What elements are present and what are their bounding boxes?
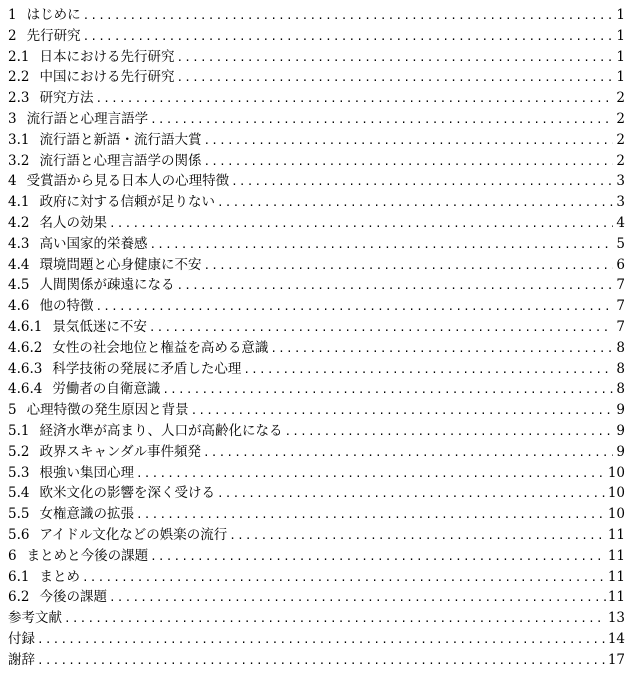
toc-entry-number: 5.2 (8, 443, 30, 460)
toc-entry-number: 4.3 (8, 235, 30, 252)
toc-entry-number: 4.2 (8, 214, 30, 231)
toc-entry-number: 4.4 (8, 256, 30, 273)
toc-dot-leader (82, 568, 606, 589)
toc-dot-leader (284, 422, 613, 443)
toc-dot-leader (149, 318, 613, 339)
toc-entry-number: 2.2 (8, 69, 30, 86)
toc-entry-page: 6 (616, 256, 625, 273)
toc-entry-page: 2 (616, 152, 625, 169)
toc-entry-number: 5.1 (8, 422, 30, 439)
toc-dot-leader (37, 651, 606, 672)
toc-dot-leader (136, 505, 606, 526)
toc-entry-page: 11 (607, 589, 625, 606)
toc-entry-page: 2 (616, 131, 625, 148)
toc-dot-leader (229, 526, 606, 547)
toc-dot-leader (217, 484, 606, 505)
toc-entry-title: 謝辞 (8, 651, 35, 668)
toc-dot-leader (64, 609, 606, 630)
toc-entry-title: 女性の社会地位と権益を高める意識 (52, 339, 269, 356)
toc-entry-title: 景気低迷に不安 (52, 318, 147, 335)
toc-entry-title: 名人の効果 (39, 214, 107, 231)
toc-entry[interactable] (8, 359, 625, 380)
toc-entry[interactable] (8, 67, 625, 88)
toc-entry-page: 8 (616, 360, 625, 377)
toc-entry-title: 環境問題と心身健康に不安 (39, 256, 202, 273)
toc-entry-number: 4.6.1 (8, 318, 43, 335)
toc-dot-leader (217, 193, 613, 214)
toc-entry-page: 10 (607, 464, 625, 481)
toc-entry[interactable] (8, 192, 625, 213)
toc-entry[interactable] (8, 525, 625, 546)
toc-entry[interactable] (8, 275, 625, 296)
toc-dot-leader (136, 464, 606, 485)
toc-entry-title: 流行語と新語・流行語大賞 (39, 131, 202, 148)
toc-entry[interactable] (8, 400, 625, 421)
toc-entry-number: 5 (8, 402, 17, 419)
toc-dot-leader (176, 68, 613, 89)
toc-entry-page: 9 (616, 422, 625, 439)
toc-dot-leader (203, 256, 613, 277)
toc-dot-leader (95, 89, 613, 110)
toc-dot-leader (149, 235, 613, 256)
toc-entry-page: 7 (616, 318, 625, 335)
toc-dot-leader (109, 588, 606, 609)
toc-entry-number: 3 (8, 110, 17, 127)
table-of-contents (8, 5, 625, 671)
toc-entry-number: 4.5 (8, 277, 30, 294)
toc-entry[interactable] (8, 234, 625, 255)
toc-entry[interactable] (8, 47, 625, 68)
toc-entry[interactable] (8, 650, 625, 671)
toc-entry-page: 10 (607, 506, 625, 523)
toc-entry[interactable] (8, 629, 625, 650)
toc-entry-title: 労働者の自衛意識 (52, 381, 161, 398)
toc-entry-page: 5 (616, 235, 625, 252)
toc-entry-title: まとめ (39, 568, 80, 585)
toc-dot-leader (270, 339, 613, 360)
toc-entry-number: 3.1 (8, 131, 30, 148)
toc-entry-title: 流行語と心理言語学の関係 (39, 152, 202, 169)
toc-entry-title: はじめに (26, 7, 81, 23)
toc-entry-title: 日本における先行研究 (39, 48, 175, 65)
toc-entry-title: 付録 (8, 630, 35, 647)
toc-entry-number: 2 (8, 27, 17, 44)
toc-entry-number: 4.6 (8, 298, 30, 315)
toc-dot-leader (231, 172, 613, 193)
toc-entry-page: 11 (607, 568, 625, 585)
toc-entry-page: 2 (616, 110, 625, 127)
toc-entry-page: 1 (616, 69, 625, 86)
toc-entry-number: 4.6.2 (8, 339, 43, 356)
toc-entry[interactable] (8, 88, 625, 109)
toc-entry-title: 中国における先行研究 (39, 69, 175, 86)
toc-entry[interactable] (8, 255, 625, 276)
toc-entry-number: 4.6.4 (8, 381, 43, 398)
toc-entry-page: 10 (607, 485, 625, 502)
toc-entry-page: 7 (616, 298, 625, 315)
toc-entry[interactable] (8, 317, 625, 338)
toc-entry[interactable] (8, 151, 625, 172)
toc-entry[interactable] (8, 546, 625, 567)
toc-entry-page: 3 (616, 173, 625, 190)
toc-entry-number: 5.3 (8, 464, 30, 481)
toc-entry[interactable] (8, 379, 625, 400)
toc-entry-page: 3 (616, 194, 625, 211)
toc-entry-page: 11 (607, 547, 625, 564)
toc-entry[interactable] (8, 463, 625, 484)
toc-entry-page: 9 (616, 402, 625, 419)
toc-entry-title: 先行研究 (26, 27, 81, 44)
toc-entry-title: 女権意識の拡張 (39, 506, 134, 523)
toc-entry[interactable] (8, 608, 625, 629)
toc-entry-page: 8 (616, 381, 625, 398)
toc-entry[interactable] (8, 567, 625, 588)
toc-entry-title: 研究方法 (39, 90, 94, 107)
toc-entry-page: 13 (607, 610, 625, 627)
toc-entry[interactable] (8, 296, 625, 317)
toc-entry-number: 6.1 (8, 568, 30, 585)
toc-dot-leader (203, 131, 613, 152)
toc-entry-number: 4.1 (8, 194, 30, 211)
toc-entry-page: 14 (607, 630, 625, 647)
toc-dot-leader (37, 630, 606, 651)
toc-dot-leader (95, 297, 613, 318)
toc-entry-number: 2.1 (8, 48, 30, 65)
toc-entry-number: 4.6.3 (8, 360, 43, 377)
toc-entry[interactable] (8, 130, 625, 151)
toc-entry-number: 5.4 (8, 485, 30, 502)
toc-dot-leader (203, 152, 613, 173)
toc-entry-title: 科学技術の発展に矛盾した心理 (52, 360, 242, 377)
toc-entry-title: 流行語と心理言語学 (26, 110, 149, 127)
toc-entry[interactable] (8, 213, 625, 234)
toc-entry-title: 根強い集団心理 (39, 464, 134, 481)
toc-entry-page: 1 (616, 48, 625, 65)
toc-entry[interactable] (8, 109, 625, 130)
toc-entry-title: アイドル文化などの娯楽の流行 (39, 526, 228, 543)
toc-entry[interactable] (8, 504, 625, 525)
toc-dot-leader (176, 276, 613, 297)
toc-entry-number: 6 (8, 547, 17, 564)
toc-entry-title: 高い国家的栄養感 (39, 235, 148, 252)
toc-entry[interactable] (8, 442, 625, 463)
toc-entry-title: 受賞語から見る日本人の心理特徴 (26, 173, 230, 190)
toc-dot-leader (83, 6, 613, 27)
toc-entry-number: 5.6 (8, 526, 30, 543)
toc-dot-leader (176, 48, 613, 69)
toc-dot-leader (83, 27, 613, 48)
toc-entry-number: 5.5 (8, 506, 30, 523)
toc-entry-title: 経済水準が高まり、人口が高齢化になる (39, 422, 283, 439)
toc-entry-title: 政界スキャンダル事件頻発 (39, 443, 201, 460)
toc-entry-title: 人間関係が疎遠になる (39, 277, 175, 294)
toc-entry-number: 3.2 (8, 152, 30, 169)
toc-dot-leader (191, 401, 613, 422)
toc-entry-page: 7 (616, 277, 625, 294)
toc-entry-page: 4 (616, 214, 625, 231)
toc-entry-number: 2.3 (8, 90, 30, 107)
toc-dot-leader (162, 380, 613, 401)
toc-entry[interactable] (8, 171, 625, 192)
toc-entry-number: 4 (8, 173, 17, 190)
toc-entry-title: まとめと今後の課題 (26, 547, 149, 564)
toc-dot-leader (203, 443, 613, 464)
toc-entry-title: 参考文献 (8, 610, 62, 627)
toc-entry[interactable] (8, 338, 625, 359)
toc-entry-page: 9 (616, 443, 625, 460)
toc-entry-title: 他の特徴 (39, 298, 94, 315)
toc-entry[interactable] (8, 587, 625, 608)
toc-entry[interactable] (8, 5, 625, 26)
toc-entry[interactable] (8, 26, 625, 47)
toc-entry-page: 11 (607, 526, 625, 543)
toc-entry-number: 1 (8, 7, 17, 23)
toc-entry[interactable] (8, 421, 625, 442)
toc-entry-number: 6.2 (8, 589, 30, 606)
toc-dot-leader (150, 110, 613, 131)
toc-entry-page: 2 (616, 90, 625, 107)
toc-entry[interactable] (8, 483, 625, 504)
toc-entry-page: 17 (607, 651, 625, 668)
toc-entry-title: 政府に対する信頼が足りない (39, 194, 215, 211)
toc-entry-title: 今後の課題 (39, 589, 107, 606)
toc-entry-page: 8 (616, 339, 625, 356)
toc-entry-page: 1 (616, 27, 625, 44)
toc-dot-leader (243, 360, 613, 381)
toc-dot-leader (150, 547, 606, 568)
toc-entry-title: 心理特徴の発生原因と背景 (26, 402, 189, 419)
toc-dot-leader (109, 214, 613, 235)
toc-entry-page: 1 (616, 7, 625, 23)
toc-entry-title: 欧米文化の影響を深く受ける (39, 485, 215, 502)
